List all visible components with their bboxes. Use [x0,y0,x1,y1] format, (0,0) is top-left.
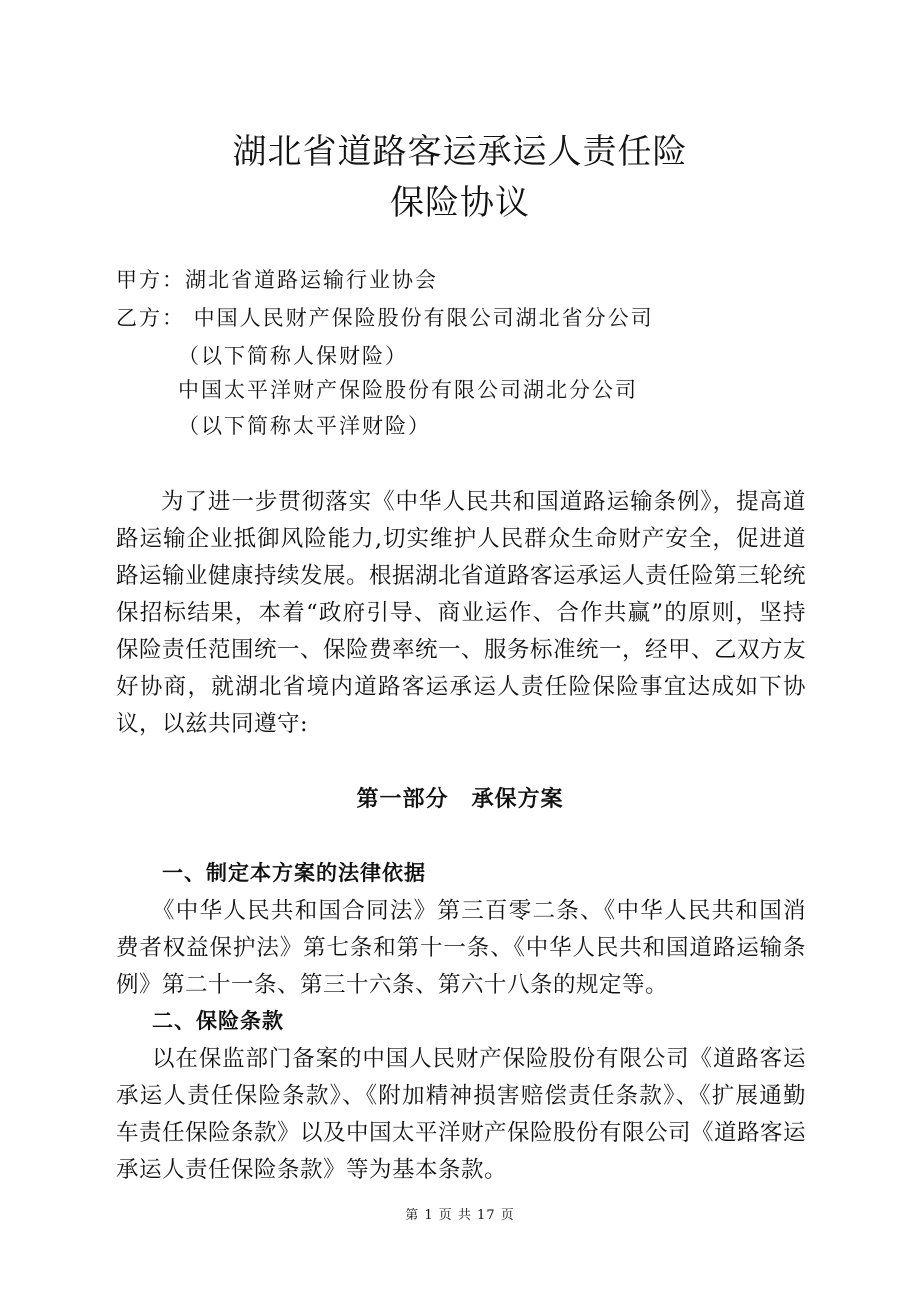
page-number-footer: 第 1 页 共 17 页 [405,1208,515,1223]
section-one-text: 《中华人民共和国合同法》第三百零二条、《中华人民共和国消费者权益保护法》第七条和第十一条、《中华人民共和国道路运输条例》第二十一条、第三十六条、第六十八条的规定等。 [116,898,806,998]
section-two-text: 以在保监部门备案的中国人民财产保险股份有限公司《道路客运承运人责任保险条款》、《附加精神损害赔偿责任条款》、《扩展通勤车责任保险条款》以及中国太平洋财产保险股份有限公司《道路客运承运人责任保险条款》等为基本条款。 [116,1046,807,1183]
intro-paragraph [116,484,806,743]
intro-text: 为了进一步贯彻落实《中华人民共和国道路运输条例》，提高道路运输企业抵御风险能力,切实维护人民群众生命财产安全，促进道路运输业健康持续发展。根据湖北省道路客运承运人责任险第三轮统保招标结果，本着“政府引导、商业运作、合作共赢”的原则，坚持保险责任范围统一、保险费率统一、服务标准统一，经甲、乙双方友好协商，就湖北省境内道路客运承运人责任险保险事宜达成如下协议，以兹共同遵守: [116,489,807,737]
party-b-line4: （以下简称太平洋财险） [178,414,431,438]
part-one-heading: 第一部分 承保方案 [356,787,564,812]
document-title-line2: 保险协议 [390,183,530,223]
document-title-line1: 湖北省道路客运承运人责任险 [232,132,688,172]
party-b-line3: 中国太平洋财产保险股份有限公司湖北分公司 [178,378,638,402]
party-a: 甲方：湖北省道路运输行业协会 [116,268,438,292]
section-one-paragraph [116,893,806,1004]
party-b-line1: 乙方： 中国人民财产保险股份有限公司湖北省分公司 [116,306,654,330]
section-two-paragraph [116,1041,806,1189]
party-b-line2: （以下简称人保财险） [178,344,408,368]
section-two-heading: 二、保险条款 [152,1009,284,1033]
section-one-heading: 一、制定本方案的法律依据 [162,861,426,885]
